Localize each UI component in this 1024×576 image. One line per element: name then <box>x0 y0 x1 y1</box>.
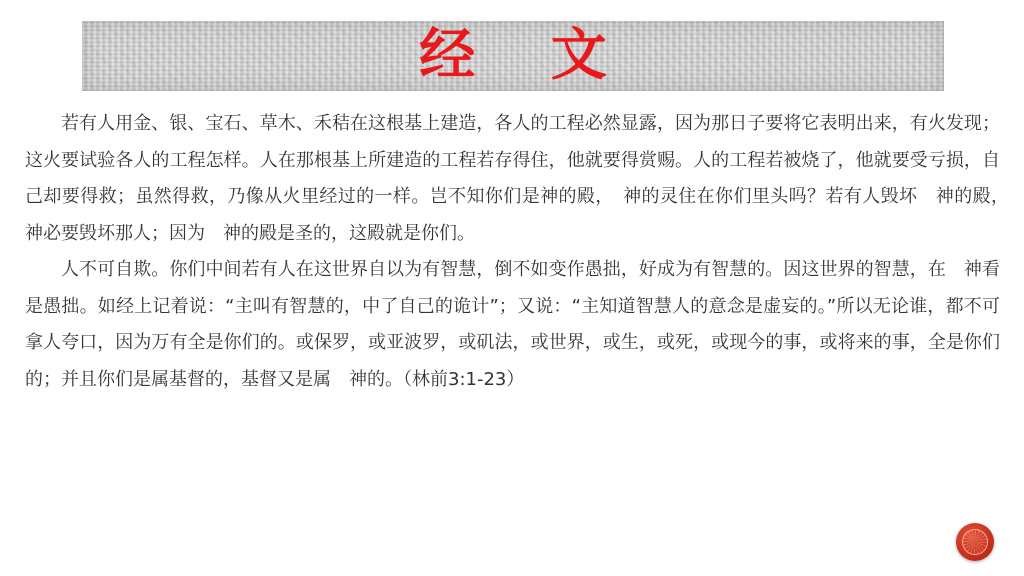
slide-nav-button[interactable] <box>956 523 994 561</box>
scripture-paragraph-2 <box>25 252 1000 398</box>
slide-title: 经 文 <box>419 23 635 88</box>
scripture-paragraph-1: 若有人用金、银、宝石、草木、禾秸在这根基上建造，各人的工程必然显露，因为那日子要将它表明出来，有火发现；这火要试验各人的工程怎样。人在那根基上所建造的工程若存得住，他就要得赏赐。人的工程若被烧了，他就要受亏损，自己却要得救；虽然得救，乃像从火里经过的一样。岂不知你们是神的殿， 神的灵住在你们里头吗？若有人毁坏 神的殿， 神必要毁坏那人；因为 神的殿是圣的，这殿就是你们。 <box>25 113 1018 244</box>
scripture-reference: （林前3:1-23） <box>403 368 525 390</box>
title-banner <box>82 21 944 91</box>
red-circle-nav-icon <box>962 529 988 555</box>
scripture-paragraph-2-text: 人不可自欺。你们中间若有人在这世界自以为有智慧，倒不如变作愚拙，好成为有智慧的。因这世界的智慧，在 神看是愚拙。如经上记着说：“主叫有智慧的，中了自己的诡计”；又说：“主知道智慧人的意念是虚妄的。”所以无论谁，都不可拿人夸口，因为万有全是你们的。或保罗，或亚波罗，或矶法，或世界，或生，或死，或现今的事，或将来的事，全是你们的；并且你们是属基督的，基督又是属 神的。 <box>25 259 1000 390</box>
scripture-text <box>25 106 1018 398</box>
